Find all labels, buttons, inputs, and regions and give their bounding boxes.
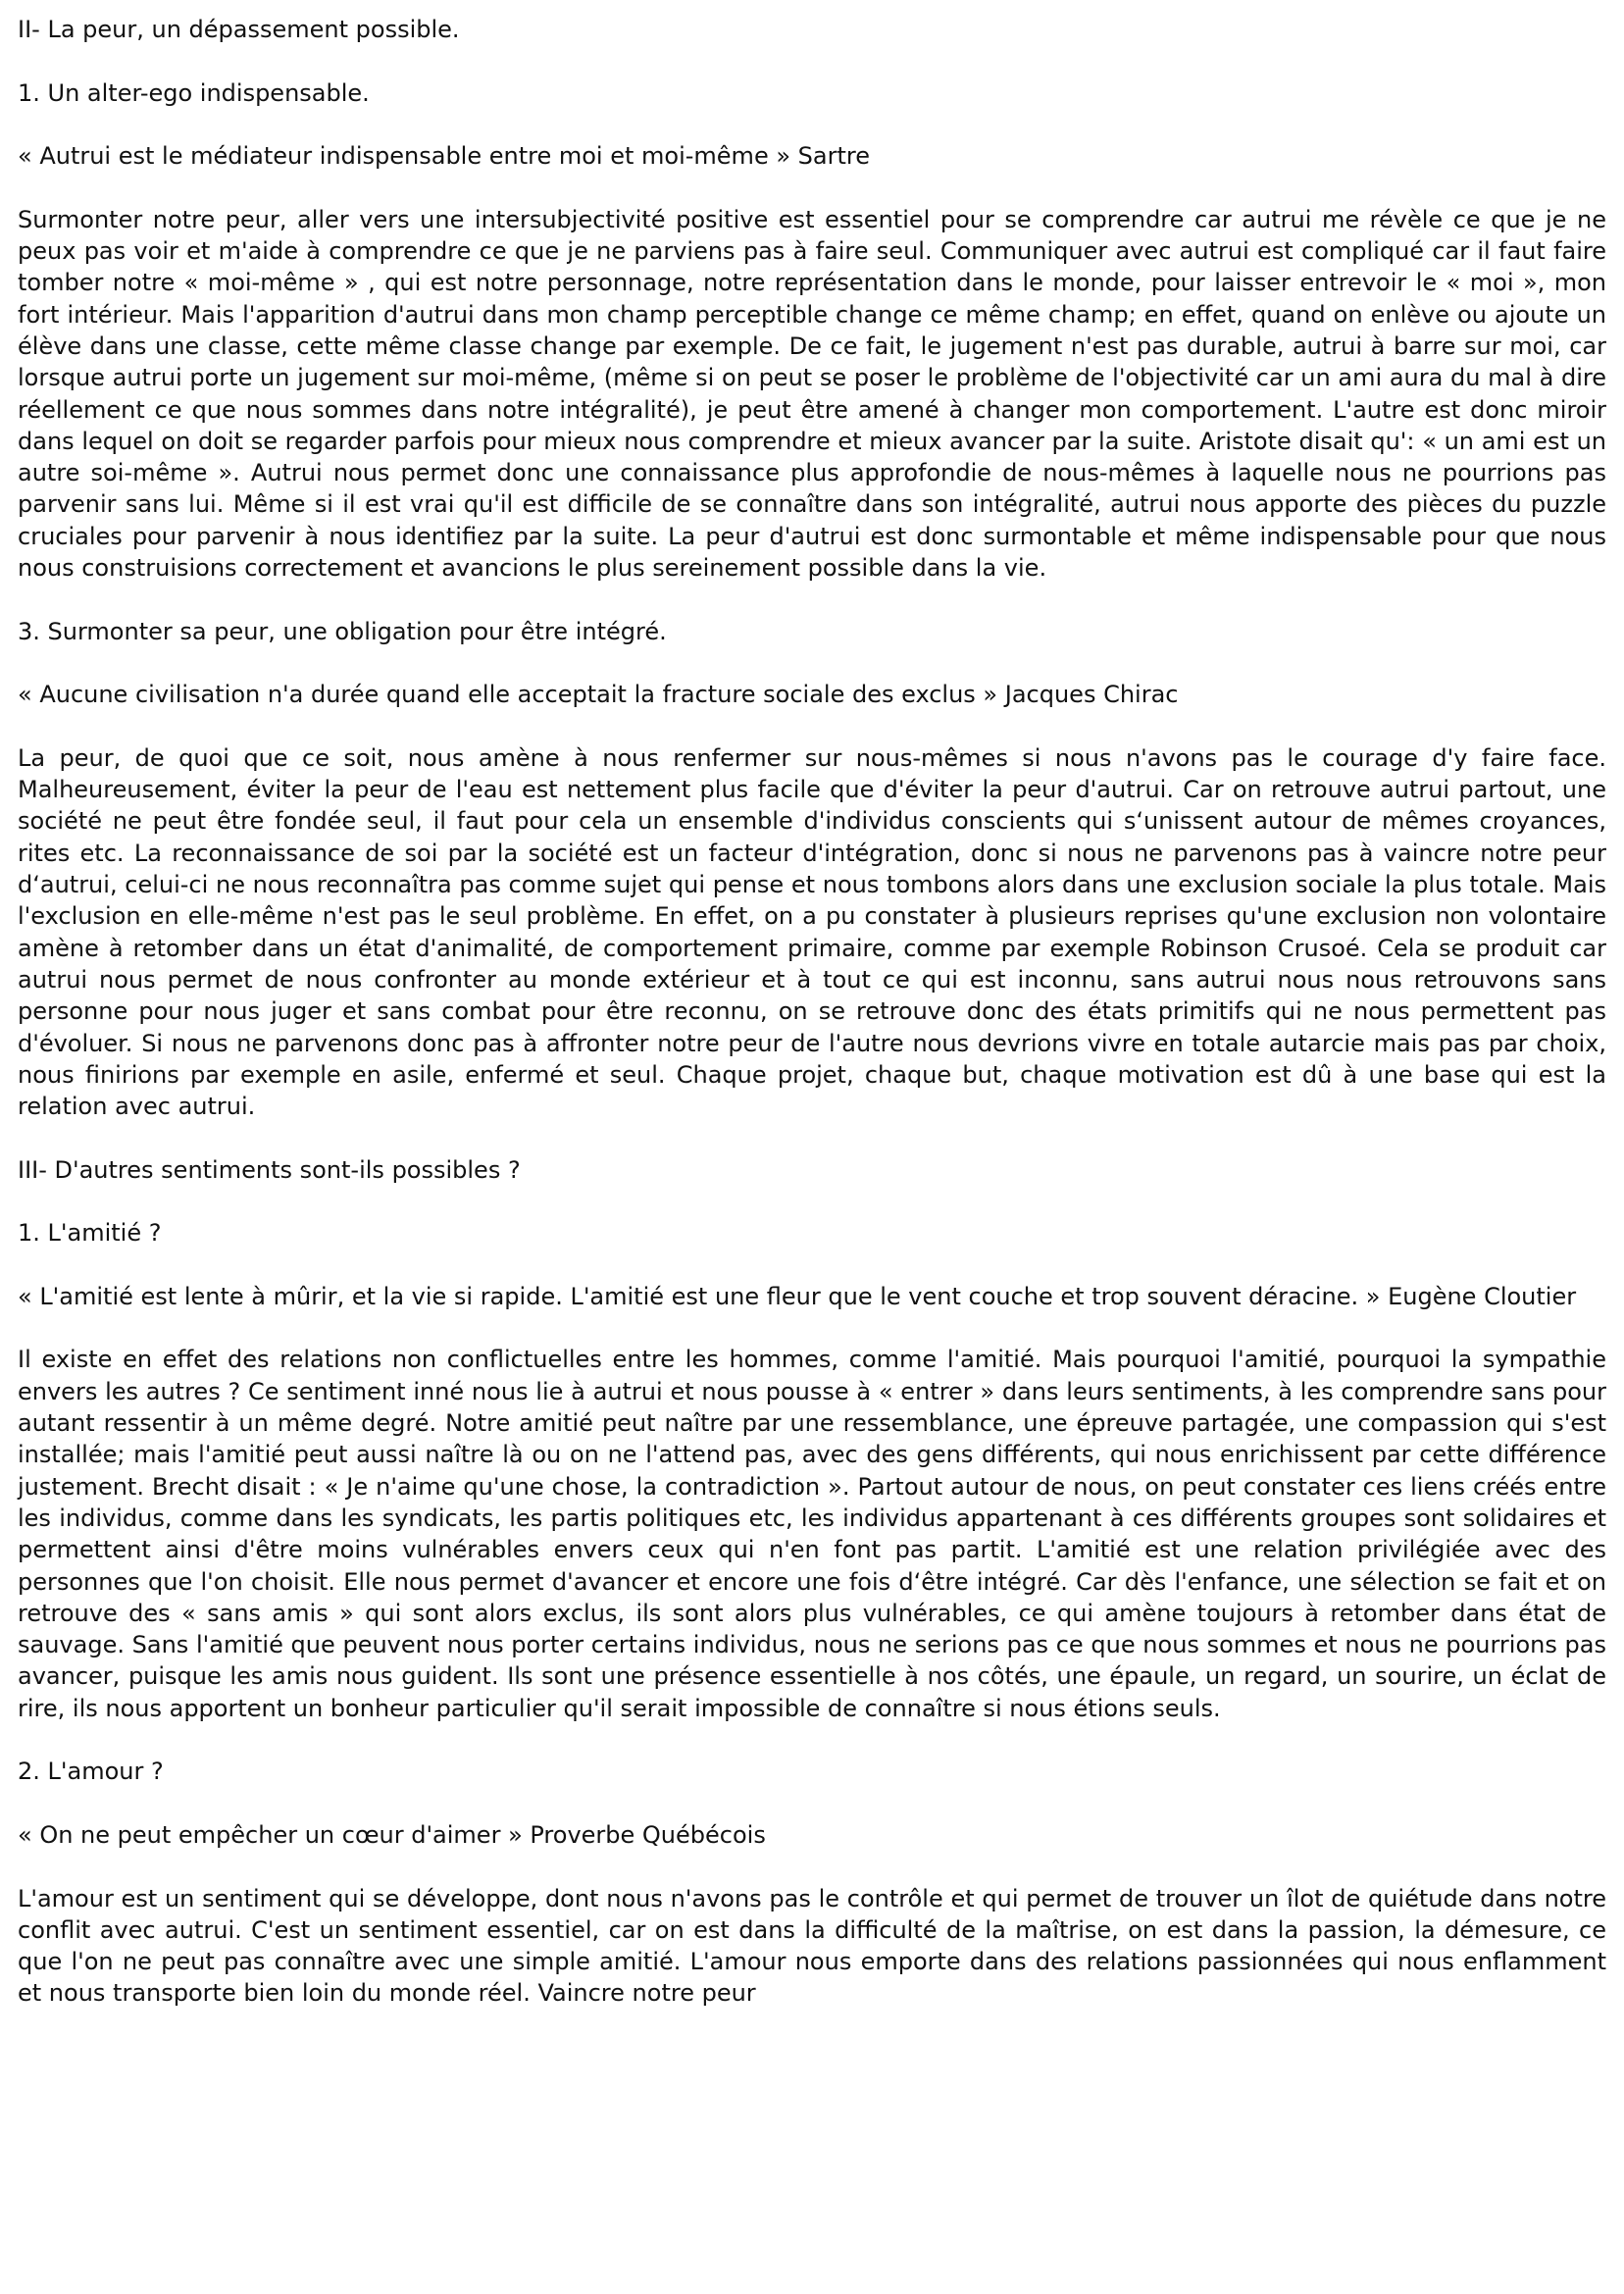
quote-cloutier: « L'amitié est lente à mûrir, et la vie si rapide. L'amitié est une fleur que le vent couche et trop souvent déracine. » Eugène Cloutier: [18, 1282, 1577, 1310]
subsection-heading-alter-ego: 1. Un alter-ego indispensable.: [18, 78, 370, 107]
quote-chirac: « Aucune civilisation n'a durée quand elle acceptait la fracture sociale des exclus » Jacques Chirac: [18, 681, 1179, 709]
paragraph-amour: L'amour est un sentiment qui se développe, dont nous n'avons pas le contrôle et qui permet de trouver un îlot de quiétude dans notre conflit avec autrui. C'est un sentiment essentiel, car on est dans la difficulté de la maîtrise, on est dans la passion, la démesure, ce que l'on ne peut pas connaître avec une simple amitié. L'amour nous emporte dans des relations passionnées qui nous enflamment et nous transporte bien loin du monde réel. Vaincre notre peur: [18, 1884, 1606, 2008]
paragraph-amitie: Il existe en effet des relations non conflictuelles entre les hommes, comme l'amitié. Mais pourquoi l'amitié, pourquoi la sympathie envers les autres ? Ce sentiment inné nous lie à autrui et nous pousse à « entrer » dans leurs sentiments, à les comprendre sans pour autant ressentir à un même degré. Notre amitié peut naître par une ressemblance, une épreuve partagée, une compassion qui s'est installée; mais l'amitié peut aussi naître là ou on ne l'attend pas, avec des gens différents, qui nous enrichissent par cette différence justement. Brecht disait : « Je n'aime qu'une chose, la contradiction ». Partout autour de nous, on peut constater ces liens créés entre les individus, comme dans les syndicats, les partis politiques etc, les individus appartenant à ces différents groupes sont solidaires et permettent ainsi d'être moins vulnérables envers ceux qui n'en font pas partit. L'amitié est une relation privilégiée avec des personnes que l'on choisit. Elle nous permet d'avancer et encore une fois d‘être intégré. Car dès l'enfance, une sélection se fait et on retrouve des « sans amis » qui sont alors exclus, ils sont alors plus vulnérables, ce qui amène toujours à retomber dans état de sauvage. Sans l'amitié que peuvent nous porter certains individus, nous ne serions pas ce que nous sommes et nous ne pourrions pas avancer, puisque les amis nous guident. Ils sont une présence essentielle à nos côtés, une épaule, un regard, un sourire, un éclat de rire, ils nous apportent un bonheur particulier qu'il serait impossible de connaître si nous étions seuls.: [18, 1346, 1606, 1722]
section-heading-2: II- La peur, un dépassement possible.: [18, 16, 460, 43]
quote-sartre: « Autrui est le médiateur indispensable entre moi et moi-même » Sartre: [18, 142, 870, 171]
paragraph-surmonter: La peur, de quoi que ce soit, nous amène à nous renfermer sur nous-mêmes si nous n'avons pas le courage d'y faire face. Malheureusement, éviter la peur de l'eau est nettement plus facile que d'éviter la peur d'autrui. Car on retrouve autrui partout, une société ne peut être fondée seul, il faut pour cela un ensemble d'individus conscients qui s‘unissent autour de mêmes croyances, rites etc. La reconnaissance de soi par la société est un facteur d'intégration, donc si nous ne parvenons pas à vaincre notre peur d‘autrui, celui-ci ne nous reconnaîtra pas comme sujet qui pense et nous tombons alors dans une exclusion sociale la plus totale. Mais l'exclusion en elle-même n'est pas le seul problème. En effet, on a pu constater à plusieurs reprises qu'une exclusion non volontaire amène à retomber dans un état d'animalité, de comportement primaire, comme par exemple Robinson Crusoé. Cela se produit car autrui nous permet de nous confronter au monde extérieur et à tout ce qui est inconnu, sans autrui nous nous retrouvons sans personne pour nous juger et sans combat pour être reconnu, on se retrouve donc des états primitifs qui ne nous permettent pas d'évoluer. Si nous ne parvenons donc pas à affronter notre peur de l'autre nous devrions vivre en totale autarcie mais pas par choix, nous finirions par exemple en asile, enfermé et seul. Chaque projet, chaque but, chaque motivation est dû à une base qui est la relation avec autrui.: [18, 743, 1606, 1121]
paragraph-alter-ego: Surmonter notre peur, aller vers une intersubjectivité positive est essentiel pour se comprendre car autrui me révèle ce que je ne peux pas voir et m'aide à comprendre ce que je ne parviens pas à faire seul. Communiquer avec autrui est compliqué car il faut faire tomber notre « moi-même » , qui est notre personnage, notre représentation dans le monde, pour laisser entrevoir le « moi », mon fort intérieur. Mais l'apparition d'autrui dans mon champ perceptible change ce même champ; en effet, quand on enlève ou ajoute un élève dans une classe, cette même classe change par exemple. De ce fait, le jugement n'est pas durable, autrui à barre sur moi, car lorsque autrui porte un jugement sur moi-même, (même si on peut se poser le problème de l'objectivité car un ami aura du mal à dire réellement ce que nous sommes dans notre intégralité), je peut être amené à changer mon comportement. L'autre est donc miroir dans lequel on doit se regarder parfois pour mieux nous comprendre et mieux avancer par la suite. Aristote disait qu': « un ami est un autre soi-même ». Autrui nous permet donc une connaissance plus approfondie de nous-mêmes à laquelle nous ne pourrions pas parvenir sans lui. Même si il est vrai qu'il est difficile de se connaître dans son intégralité, autrui nous apporte des pièces du puzzle cruciales pour parvenir à nous identifiez par la suite. La peur d'autrui est donc surmontable et même indispensable pour que nous nous construisions correctement et avancions le plus sereinement possible dans la vie.: [18, 205, 1606, 583]
subsection-heading-surmonter: 3. Surmonter sa peur, une obligation pour être intégré.: [18, 617, 667, 645]
section-heading-3: III- D'autres sentiments sont-ils possibles ?: [18, 1155, 521, 1184]
document-page: [18, 14, 1606, 2010]
subsection-heading-amour: 2. L'amour ?: [18, 1758, 164, 1786]
quote-proverbe: « On ne peut empêcher un cœur d'aimer » Proverbe Québécois: [18, 1820, 766, 1849]
subsection-heading-amitie: 1. L'amitié ?: [18, 1219, 162, 1248]
